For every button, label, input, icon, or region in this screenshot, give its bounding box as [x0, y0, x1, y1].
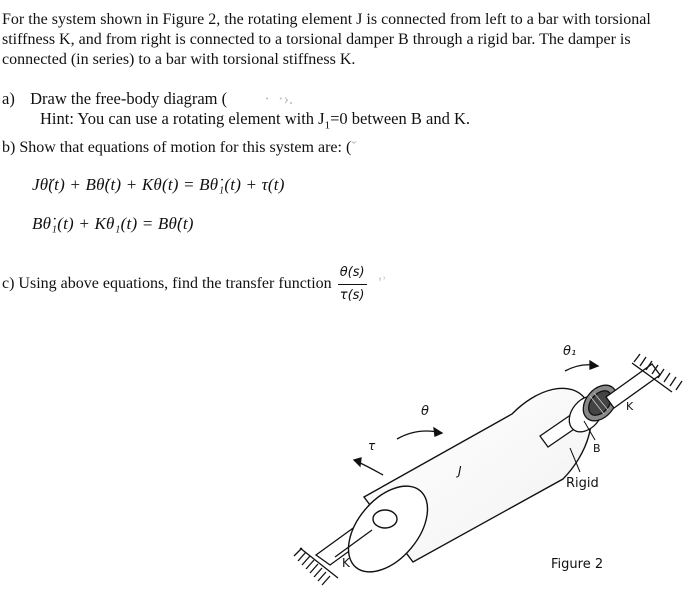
figure-caption: Figure 2: [551, 557, 604, 572]
theta-arrowhead: [434, 428, 442, 436]
damper-b-label: B: [593, 442, 601, 455]
theta-label: θ: [421, 404, 429, 419]
part-c-text: c) Using above equations, find the transfer function: [2, 275, 332, 293]
inertia-label: J: [458, 464, 462, 478]
equation-2: Bθ̇₁(t) + Kθ₁(t) = Bθ̇(t): [32, 214, 194, 233]
part-b-text: b) Show that equations of motion for this system are: (: [2, 139, 352, 156]
tf-numerator: θ(s): [338, 263, 367, 285]
left-k-label: K: [342, 556, 350, 570]
hint-prefix: Hint: You can use a rotating element with J: [40, 109, 325, 128]
theta1-label: θ₁: [563, 344, 577, 359]
equation-1: Jθ̈(t) + Bθ̇(t) + Kθ(t) = Bθ̇₁(t) + τ(t): [32, 175, 285, 194]
theta1-arrowhead: [590, 361, 598, 369]
faded-text-mark: ˇ: [351, 139, 357, 156]
hint-suffix: =0 between B and K.: [330, 109, 470, 128]
faded-text-mark: · ·›.: [231, 89, 294, 108]
tau-arrowhead: [354, 458, 361, 466]
right-k-label: K: [626, 400, 634, 413]
part-a-label: a): [2, 89, 15, 108]
rigid-label: Rigid: [566, 476, 599, 491]
faded-text-mark: 'ʾ: [370, 275, 387, 293]
tau-label: τ: [368, 439, 376, 453]
tf-denominator: τ(s): [339, 288, 365, 303]
problem-intro: For the system shown in Figure 2, the rotating element J is connected from left to a bar with torsional stiffness K, and from right is connected to a torsional damper B through a rigid bar. The damper is connected (in series) to a bar with torsional stiffness K.: [2, 11, 651, 68]
part-a-text: Draw the free-body diagram (: [30, 89, 228, 108]
hint-subscript: 1: [324, 119, 331, 132]
